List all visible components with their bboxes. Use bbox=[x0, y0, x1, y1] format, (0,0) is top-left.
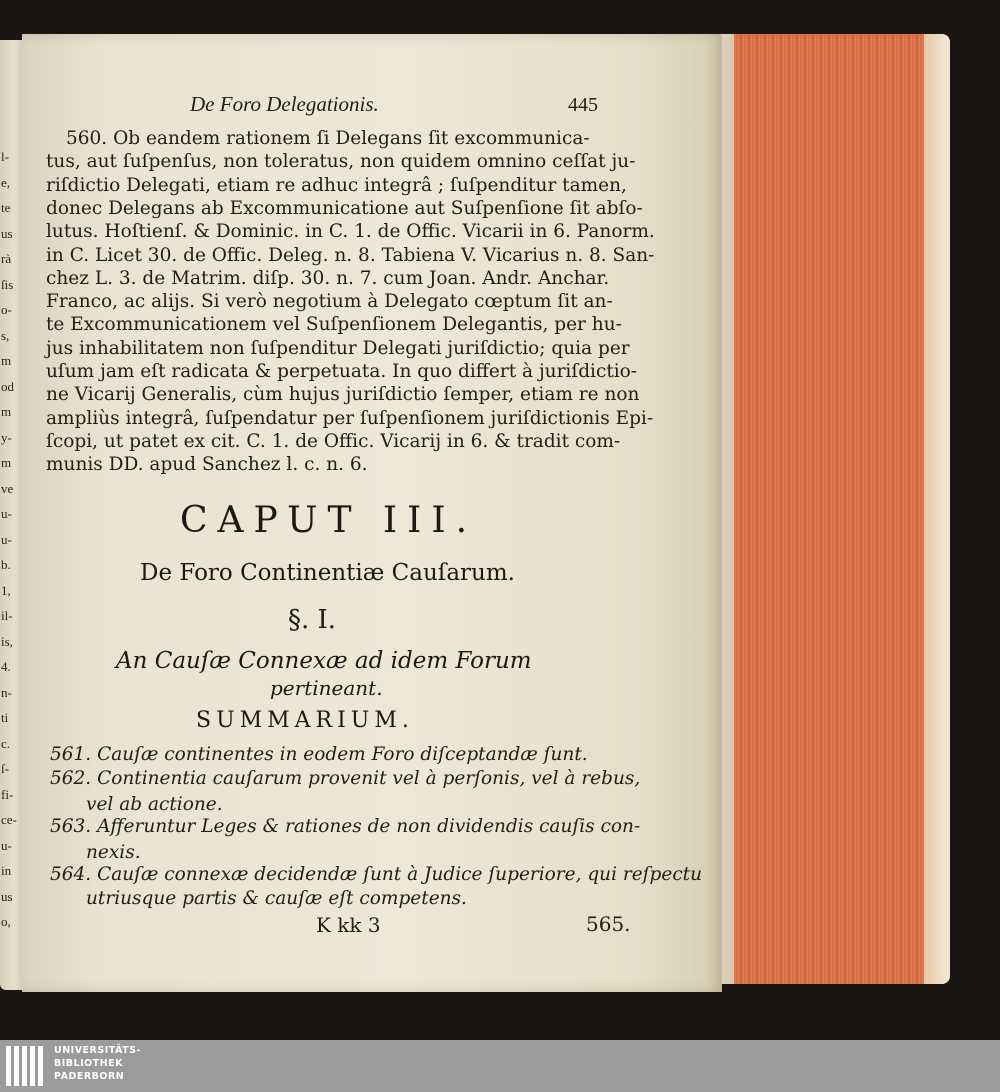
summary-line: 564. Cauſæ connexæ decidendæ ſunt à Judice ſuperiore, qui reſpectu bbox=[50, 864, 703, 885]
left-page-fragment: te bbox=[1, 200, 11, 215]
chapter-heading: CAPUT III. bbox=[180, 500, 478, 541]
library-logo-text bbox=[54, 1044, 141, 1083]
left-page-fragment: o, bbox=[1, 914, 11, 929]
summary-line: 563. Afferuntur Leges & rationes de non dividendis cauſis con- bbox=[50, 816, 641, 837]
summary-line: 562. Continentia cauſarum provenit vel à perſonis, vel à rebus, bbox=[50, 768, 641, 789]
body-line: ſcopi, ut patet ex cit. C. 1. de Offic. Vicarij in 6. & tradit com- bbox=[46, 430, 621, 452]
logo-line-1: UNIVERSITÄTS- bbox=[54, 1045, 141, 1056]
body-line: donec Delegans ab Excommunicatione aut Suſpenſione ſit abſo- bbox=[46, 197, 643, 219]
left-page-fragment: 4. bbox=[1, 659, 11, 674]
left-page-fragment: us bbox=[1, 888, 13, 904]
summary-line: utriusque partis & cauſæ eſt competens. bbox=[86, 888, 467, 909]
left-page-fragment: us bbox=[1, 225, 13, 241]
left-page-fragment: m bbox=[1, 353, 12, 368]
left-page-fragment: ve bbox=[1, 480, 14, 496]
left-page-fragment: il- bbox=[1, 608, 13, 623]
left-page-fragment: ti bbox=[1, 710, 9, 725]
body-line: Franco, ac alijs. Si verò negotium à Delegato cœptum ſit an- bbox=[46, 291, 613, 313]
body-line: te Excommunicationem vel Suſpenſionem Delegantis, per hu- bbox=[46, 314, 622, 336]
summary-line: 561. Cauſæ continentes in eodem Foro diſceptandæ ſunt. bbox=[50, 744, 588, 765]
left-page-fragment: l- bbox=[1, 149, 9, 164]
body-line: tus, aut ſuſpenſus, non toleratus, non quidem omnino ceſſat ju- bbox=[46, 151, 636, 173]
body-line: in C. Licet 30. de Offic. Deleg. n. 8. Tabiena V. Vicarius n. 8. San- bbox=[46, 244, 655, 266]
left-page-fragment: rà bbox=[1, 251, 12, 266]
left-page-fragment: m bbox=[1, 455, 12, 470]
left-page-fragment: c. bbox=[1, 735, 11, 751]
section-heading: §. I. bbox=[288, 605, 337, 635]
summary-line: vel ab actione. bbox=[86, 794, 223, 815]
logo-line-2: BIBLIOTHEK bbox=[54, 1058, 123, 1069]
summary-line: nexis. bbox=[86, 842, 141, 863]
chapter-subtitle: De Foro Continentiæ Cauſarum. bbox=[140, 560, 515, 586]
body-line: ne Vicarij Generalis, cùm hujus juriſdictio ſemper, etiam re non bbox=[46, 384, 640, 406]
body-line: 560. Ob eandem rationem ſi Delegans ſit excommunica- bbox=[66, 128, 590, 149]
signature-mark: K kk 3 bbox=[316, 913, 381, 937]
left-page-fragment: y- bbox=[1, 429, 12, 445]
section-question-line2: pertineant. bbox=[270, 676, 383, 700]
left-page-fragment: od bbox=[1, 378, 14, 394]
left-page-fragment: ce- bbox=[1, 812, 17, 827]
body-line: ampliùs integrâ, ſuſpendatur per ſuſpenſionem juriſdictionis Epi- bbox=[46, 407, 654, 429]
running-head: De Foro Delegationis. bbox=[190, 92, 379, 116]
body-line: uſum jam eſt radicata & perpetuata. In quo differt à juriſdictio- bbox=[46, 361, 638, 382]
summarium-heading: SUMMARIUM. bbox=[196, 708, 414, 733]
left-page-fragment: u- bbox=[1, 531, 12, 547]
left-page-edge bbox=[0, 40, 24, 990]
left-page-fragment: ſ- bbox=[1, 761, 9, 776]
body-line: jus inhabilitatem non ſuſpenditur Delegati juriſdictio; quia per bbox=[46, 337, 630, 359]
left-page-fragment: u- bbox=[1, 506, 12, 521]
left-page-fragment: s, bbox=[1, 327, 10, 343]
left-page-fragment: n- bbox=[1, 684, 12, 700]
left-page-fragment: is, bbox=[1, 633, 13, 649]
section-question-line1: An Cauſæ Connexæ ad idem Forum bbox=[116, 648, 532, 674]
left-page-fragment: m bbox=[1, 404, 12, 419]
left-page-fragment: b. bbox=[1, 557, 11, 572]
left-page-fragment: o- bbox=[1, 302, 12, 317]
left-page-fragment: u- bbox=[1, 837, 12, 853]
page-number: 445 bbox=[568, 94, 598, 116]
library-logo-icon bbox=[6, 1046, 50, 1086]
left-page-fragment: in bbox=[1, 863, 12, 878]
body-line: munis DD. apud Sanchez l. c. n. 6. bbox=[46, 454, 368, 476]
left-page-fragment: e, bbox=[1, 174, 11, 190]
logo-line-3: PADERBORN bbox=[54, 1071, 125, 1082]
left-page-fragment: fi- bbox=[1, 786, 14, 802]
left-page-fragment: 1, bbox=[1, 582, 11, 598]
library-banner bbox=[0, 1040, 1000, 1092]
body-line: chez L. 3. de Matrim. diſp. 30. n. 7. cum Joan. Andr. Anchar. bbox=[46, 267, 610, 289]
body-line: riſdictio Delegati, etiam re adhuc integrâ ; ſuſpenditur tamen, bbox=[46, 174, 627, 196]
page-block-edge bbox=[712, 34, 950, 984]
body-line: lutus. Hoſtienſ. & Dominic. in C. 1. de Offic. Vicarii in 6. Panorm. bbox=[46, 221, 655, 243]
catchword: 565. bbox=[586, 912, 631, 936]
left-page-fragment: ſis bbox=[1, 276, 14, 292]
